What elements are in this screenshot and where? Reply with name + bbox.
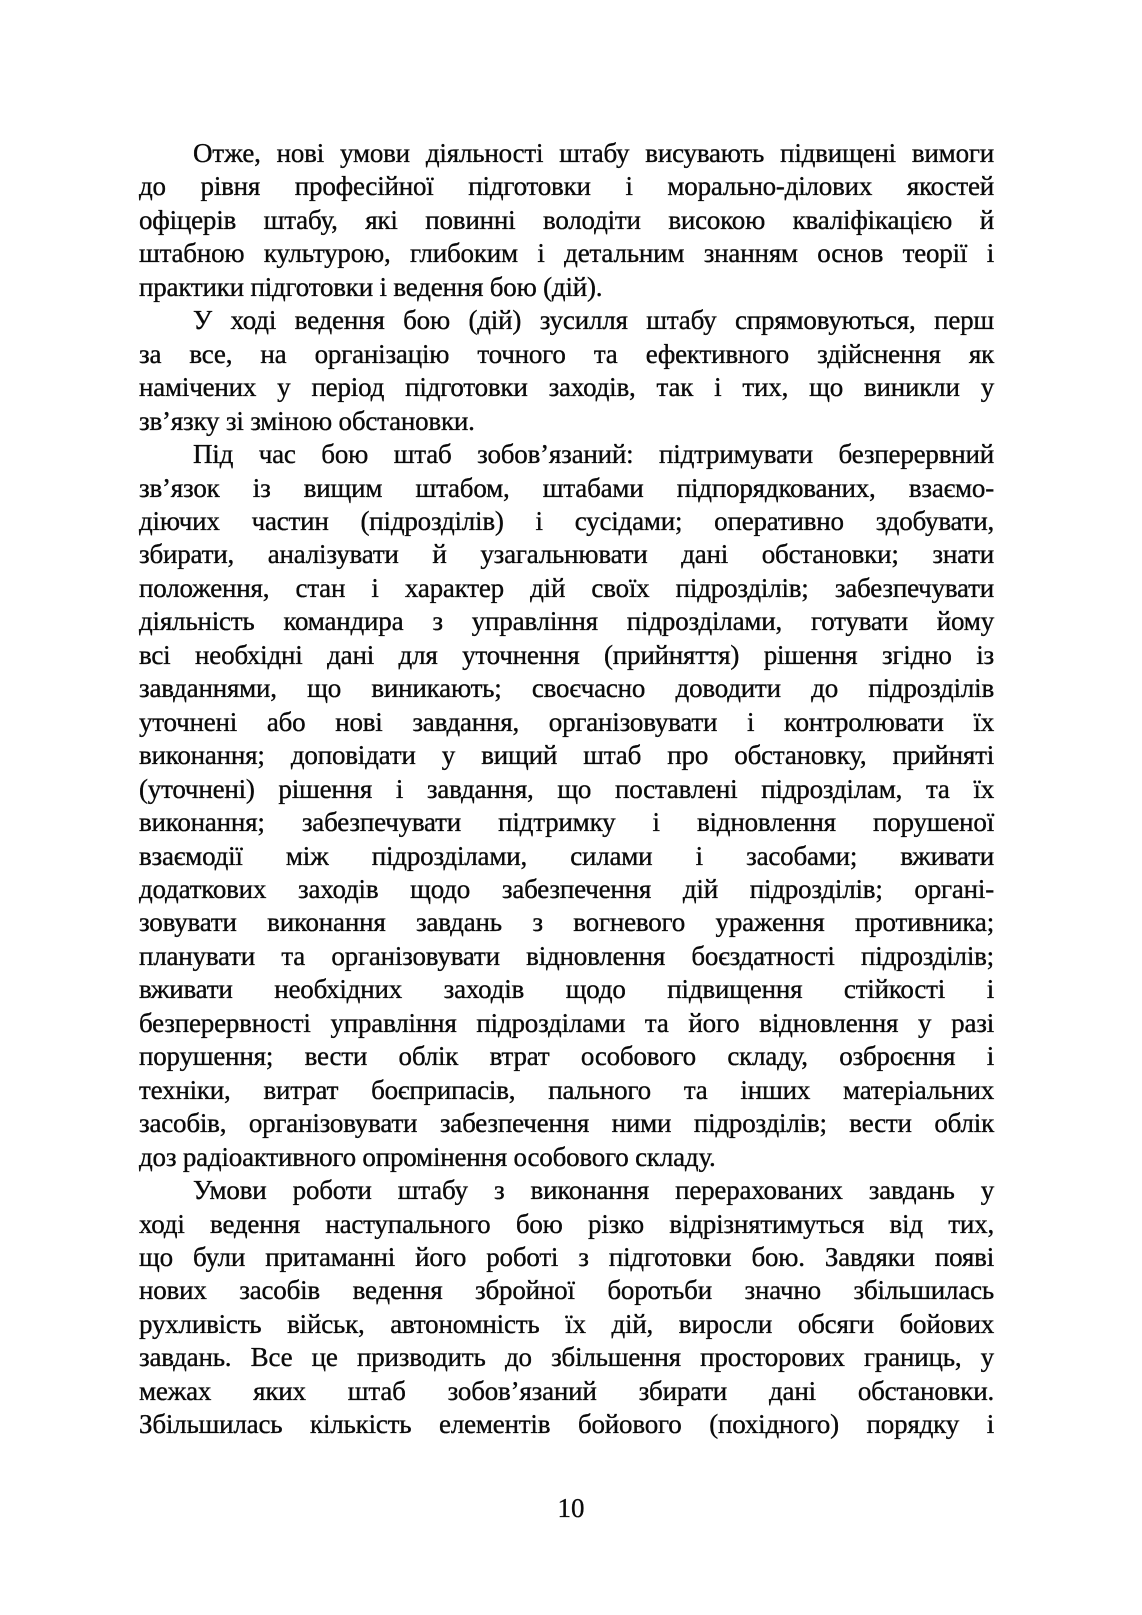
text-line: збирати, аналізувати й узагальнювати дані обстановки; знати <box>139 539 994 570</box>
text-line: доз радіоактивного опромінення особового складу. <box>139 1141 716 1172</box>
text-line: за все, на організацію точного та ефективного здійснення як <box>139 338 994 369</box>
text-line: Отже, нові умови діяльності штабу висувають підвищені вимоги <box>193 138 994 168</box>
paragraph <box>139 304 994 438</box>
text-line: засобів, організовувати забезпечення ними підрозділів; вести облік <box>139 1108 994 1139</box>
text-line: (уточнені) рішення і завдання, що поставлені підрозділам, та їх <box>139 773 994 804</box>
text-line: зв’язок із вищим штабом, штабами підпорядкованих, взаємо- <box>139 472 994 503</box>
text-line: безперервності управління підрозділами та його відновлення у разі <box>139 1007 994 1038</box>
text-line: уточнені або нові завдання, організовувати і контролювати їх <box>139 706 994 737</box>
text-line: положення, стан і характер дій своїх підрозділів; забезпечувати <box>139 572 994 603</box>
text-line: Умови роботи штабу з виконання перерахованих завдань у <box>193 1175 994 1206</box>
text-line: до рівня професійної підготовки і морально-ділових якостей <box>139 171 994 202</box>
text-line: рухливість військ, автономність їх дій, виросли обсяги бойових <box>139 1308 994 1339</box>
text-line: Збільшилась кількість елементів бойового (похідного) порядку і <box>139 1409 994 1440</box>
text-line: додаткових заходів щодо забезпечення дій підрозділів; органі- <box>139 873 994 904</box>
text-line: Під час бою штаб зобов’язаний: підтримувати безперервний <box>193 439 994 470</box>
page-number: 10 <box>557 1493 585 1523</box>
paragraph <box>139 1174 994 1442</box>
text-line: межах яких штаб зобов’язаний збирати дані обстановки. <box>139 1375 994 1406</box>
text-line: завданнями, що виникають; своєчасно доводити до підрозділів <box>139 673 994 704</box>
text-line: ході ведення наступального бою різко відрізнятимуться від тих, <box>139 1208 994 1239</box>
text-line: вживати необхідних заходів щодо підвищення стійкості і <box>139 974 994 1005</box>
text-line: виконання; забезпечувати підтримку і відновлення порушеної <box>139 807 994 838</box>
paragraph <box>139 137 994 304</box>
text-block <box>139 137 994 1442</box>
text-line: завдань. Все це призводить до збільшення просторових границь, у <box>139 1342 994 1373</box>
text-line: намічених у період підготовки заходів, так і тих, що виникли у <box>139 372 994 403</box>
text-line: діючих частин (підрозділів) і сусідами; оперативно здобувати, <box>139 505 994 536</box>
text-line: взаємодії між підрозділами, силами і засобами; вживати <box>139 840 994 871</box>
text-line: виконання; доповідати у вищий штаб про обстановку, прийняті <box>139 740 994 771</box>
text-line: практики підготовки і ведення бою (дій). <box>139 271 603 302</box>
text-line: всі необхідні дані для уточнення (прийняття) рішення згідно із <box>139 639 994 670</box>
text-line: зв’язку зі зміною обстановки. <box>139 405 475 436</box>
text-line: техніки, витрат боєприпасів, пального та інших матеріальних <box>139 1074 994 1105</box>
text-line: зовувати виконання завдань з вогневого ураження противника; <box>139 907 994 938</box>
paragraph <box>139 438 994 1174</box>
text-line: планувати та організовувати відновлення боєздатності підрозділів; <box>139 940 994 971</box>
text-line: що були притаманні його роботі з підготовки бою. Завдяки появі <box>139 1241 994 1272</box>
text-line: У ході ведення бою (дій) зусилля штабу спрямовуються, перш <box>193 305 994 336</box>
text-line: офіцерів штабу, які повинні володіти високою кваліфікацією й <box>139 204 994 235</box>
text-line: нових засобів ведення збройної боротьби значно збільшилась <box>139 1275 994 1306</box>
text-line: порушення; вести облік втрат особового складу, озброєння і <box>139 1041 994 1072</box>
text-line: діяльність командира з управління підрозділами, готувати йому <box>139 606 994 637</box>
text-line: штабною культурою, глибоким і детальним знанням основ теорії і <box>139 238 994 269</box>
